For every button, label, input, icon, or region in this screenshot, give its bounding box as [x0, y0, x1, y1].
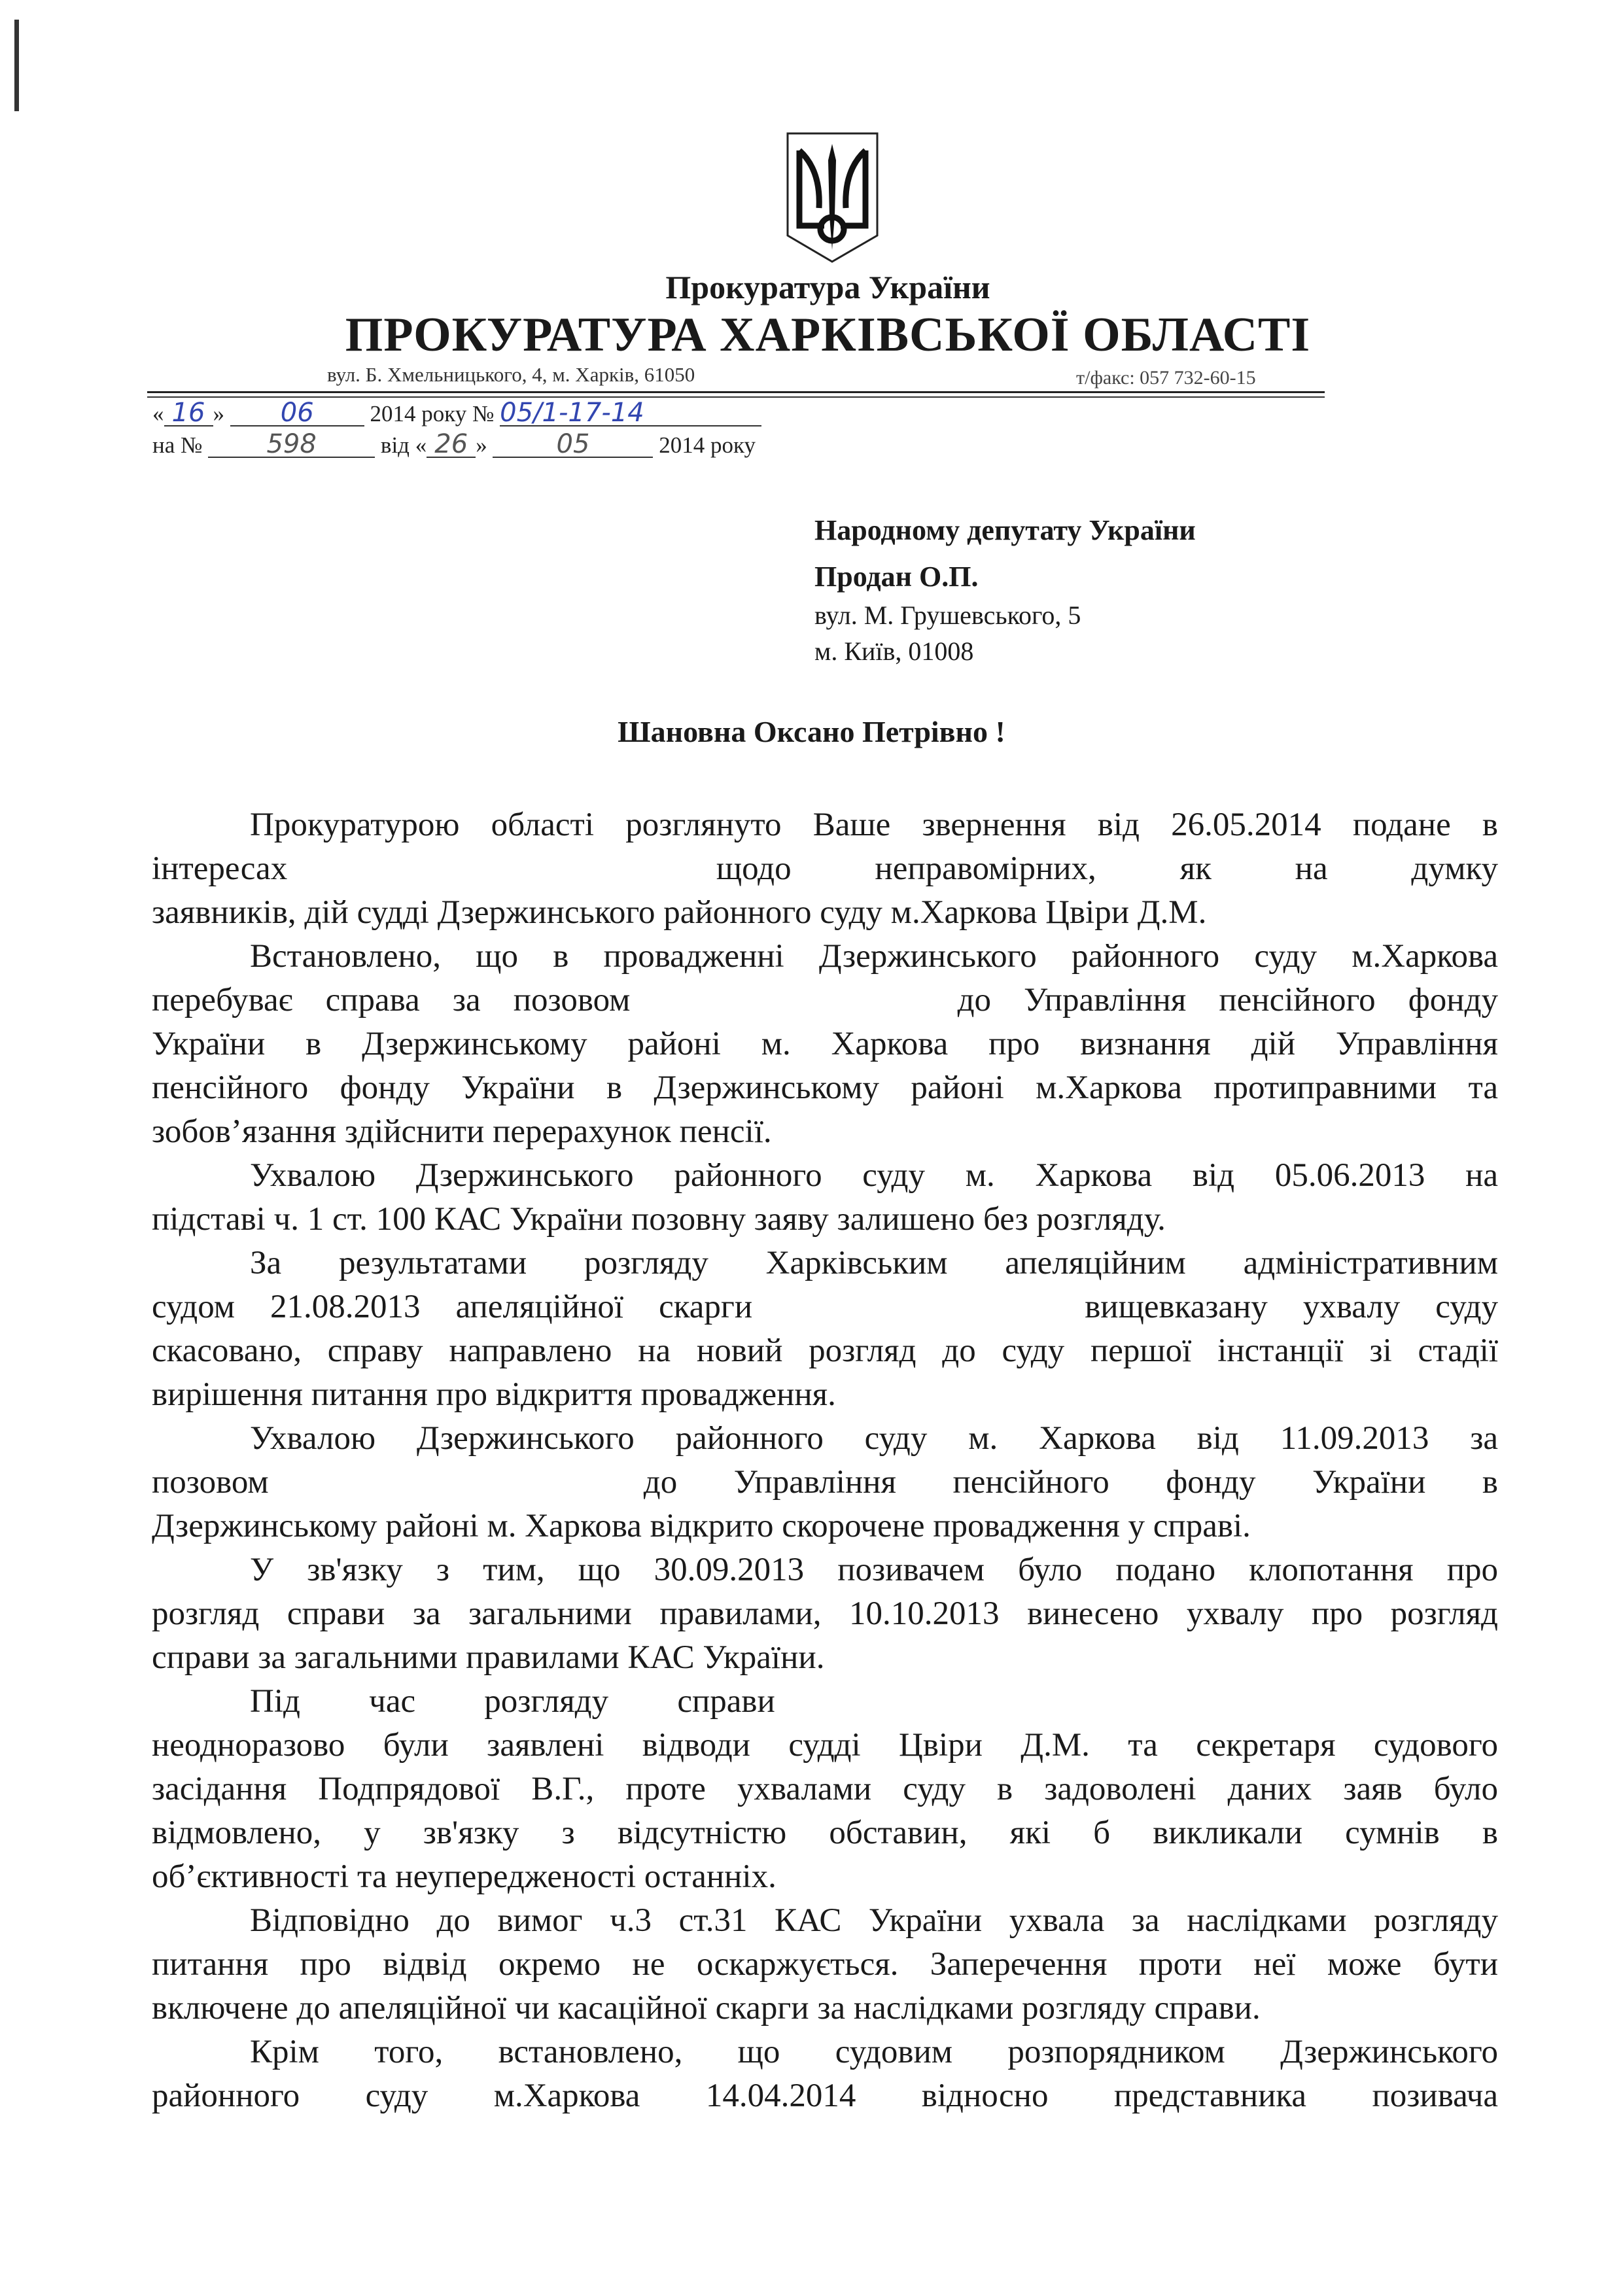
org-fax: т/факс: 057 732-60-15	[1076, 367, 1256, 389]
body-line	[152, 1592, 1498, 1636]
body-line	[152, 1417, 1498, 1461]
body-text: справи за загальними правилами КАС України.	[152, 1639, 825, 1676]
body-line	[152, 1680, 1498, 1724]
in-reply-number: 598	[208, 432, 375, 458]
body-text: заявників, дій судді Дзержинського районного суду м.Харкова Цвіри Д.М.	[152, 894, 1207, 931]
body-text: пенсійного фонду України в Дзержинському районі м.Харкова протиправними та	[152, 1070, 1498, 1106]
body-text: Ухвалою Дзержинського районного суду м. Харкова від 05.06.2013 на	[250, 1157, 1498, 1194]
body-text: питання про відвід окремо не оскаржується. Заперечення проти неї може бути	[152, 1946, 1498, 1983]
in-reply-month: 05	[493, 432, 653, 458]
body-line	[152, 1022, 1498, 1066]
body-line	[152, 2074, 1498, 2118]
body-text: включене до апеляційної чи касаційної скарги за наслідками розгляду справи.	[152, 1990, 1261, 2026]
number-label: №	[472, 401, 495, 426]
recipient-title: Народному депутату України	[814, 514, 1196, 546]
header-rule	[147, 396, 1325, 398]
body-text: Крім того, встановлено, що судовим розпорядником Дзержинського	[250, 2034, 1498, 2070]
body-text: районного суду м.Харкова 14.04.2014 відносно представника позивача	[152, 2078, 1498, 2114]
body-text: перебуває справа за позовом	[152, 982, 631, 1018]
incoming-reference	[152, 429, 756, 459]
body-line	[152, 2030, 1498, 2074]
body-line	[152, 847, 1498, 891]
body-line	[152, 935, 1498, 979]
body-line	[152, 1636, 1498, 1680]
body-line	[152, 1198, 1498, 1242]
body-text: підставі ч. 1 ст. 100 КАС України позовну заяву залишено без розгляду.	[152, 1201, 1166, 1238]
recipient-name: Продан О.П.	[814, 561, 979, 593]
body-line	[152, 891, 1498, 935]
body-line	[152, 1461, 1498, 1505]
body-line	[152, 1899, 1498, 1943]
body-line	[152, 1767, 1498, 1811]
ref-month: 06	[230, 400, 364, 426]
body-text: вирішення питання про відкриття провадження.	[152, 1376, 836, 1413]
body-text: судом 21.08.2013 апеляційної скарги	[152, 1289, 753, 1325]
body-text: до Управління пенсійного фонду України в	[643, 1464, 1499, 1501]
body-line	[152, 1724, 1498, 1767]
org-name: ПРОКУРАТУРА ХАРКІВСЬКОЇ ОБЛАСТІ	[345, 308, 1311, 362]
scan-edge-mark	[14, 20, 19, 111]
quote: «	[152, 401, 164, 426]
in-reply-label: на №	[152, 432, 203, 458]
body-text: За результатами розгляду Харківським апеляційним адміністративним	[250, 1245, 1498, 1281]
ref-day: 16	[164, 400, 213, 426]
salutation: Шановна Оксано Петрівно !	[618, 715, 1005, 748]
body-text: об’єктивності та неупередженості останніх.	[152, 1858, 777, 1895]
body-text: до Управління пенсійного фонду	[957, 982, 1499, 1018]
body-text: розгляд справи за загальними правилами, 10.10.2013 винесено ухвалу про розгляд	[152, 1595, 1498, 1632]
body-text: Під час розгляду справи	[250, 1683, 775, 1720]
body-line	[152, 979, 1498, 1022]
quote: »	[476, 432, 487, 458]
body-line	[152, 1066, 1498, 1110]
body-line	[152, 1505, 1498, 1548]
state-emblem-icon	[785, 131, 880, 265]
body-text: вищевказану ухвалу суду	[1085, 1289, 1499, 1325]
body-text: неодноразово були заявлені відводи судді Цвіри Д.М. та секретаря судового	[152, 1727, 1498, 1764]
body-text: Ухвалою Дзержинського районного суду м. Харкова від 11.09.2013 за	[250, 1420, 1498, 1457]
body-line	[152, 1242, 1498, 1285]
body-line	[152, 1855, 1498, 1899]
body-text: зобов’язання здійснити перерахунок пенсії.	[152, 1113, 772, 1150]
in-reply-year: 2014 року	[659, 432, 756, 458]
body-text: засідання Подпрядової В.Г., проте ухвалами суду в задоволені даних заяв було	[152, 1771, 1498, 1807]
quote: »	[213, 401, 224, 426]
body-line	[152, 1548, 1498, 1592]
body-text: Встановлено, що в провадженні Дзержинського районного суду м.Харкова	[250, 938, 1498, 975]
recipient-street: вул. М. Грушевського, 5	[814, 600, 1081, 630]
from-label: від «	[380, 432, 427, 458]
body-line	[152, 1285, 1498, 1329]
body-line	[152, 1154, 1498, 1198]
body-line	[152, 1110, 1498, 1154]
body-text: інтересах	[152, 850, 288, 887]
recipient-city: м. Київ, 01008	[814, 636, 974, 666]
body-line	[152, 803, 1498, 847]
body-text: У зв'язку з тим, що 30.09.2013 позивачем було подано клопотання про	[250, 1552, 1498, 1588]
org-parent-name: Прокуратура України	[665, 269, 990, 305]
body-line	[152, 1987, 1498, 2030]
body-text: позовом	[152, 1464, 269, 1501]
letter-body	[152, 803, 1498, 2118]
body-line	[152, 1373, 1498, 1417]
body-text: Відповідно до вимог ч.3 ст.31 КАС України ухвала за наслідками розгляду	[250, 1902, 1498, 1939]
body-text: Дзержинському районі м. Харкова відкрито скорочене провадження у справі.	[152, 1508, 1251, 1544]
body-text: відмовлено, у зв'язку з відсутністю обставин, які б викликали сумнів в	[152, 1815, 1498, 1851]
outgoing-reference	[152, 400, 761, 427]
body-text: щодо неправомірних, як на думку	[716, 850, 1499, 887]
body-text: Прокуратурою області розглянуто Ваше звернення від 26.05.2014 подане в	[250, 807, 1498, 843]
body-text: скасовано, справу направлено на новий розгляд до суду першої інстанції зі стадії	[152, 1332, 1498, 1369]
body-line	[152, 1329, 1498, 1373]
in-reply-day: 26	[427, 432, 476, 458]
org-address: вул. Б. Хмельницького, 4, м. Харків, 61050	[327, 363, 695, 386]
body-line	[152, 1811, 1498, 1855]
body-line	[152, 1943, 1498, 1987]
ref-number: 05/1-17-14	[500, 400, 761, 426]
ref-year: 2014 року	[370, 401, 467, 426]
header-rule	[147, 391, 1325, 393]
body-text: України в Дзержинському районі м. Харкова про визнання дій Управління	[152, 1026, 1498, 1062]
